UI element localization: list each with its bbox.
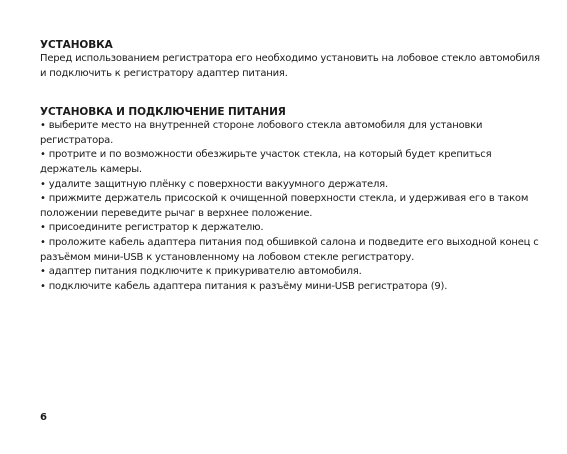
bullet-marker: • <box>40 178 46 190</box>
list-item-text: протрите и по возможности обезжирьте участок стекла, на который будет крепиться держатель камеры. <box>40 149 492 175</box>
list-item-text: проложите кабель адаптера питания под обшивкой салона и подведите его выходной конец с разъёмом мини-USB к установленному на лобовом стекле регистратору. <box>40 236 539 263</box>
list-item-text: присоедините регистратор к держателю. <box>48 222 264 234</box>
list-item <box>40 265 540 280</box>
list-item <box>40 236 540 265</box>
page-number: 6 <box>40 412 47 423</box>
list-item <box>40 119 540 148</box>
section-heading-installation: УСТАНОВКА <box>40 39 113 51</box>
list-item-text: прижмите держатель присоской к очищенной поверхности стекла, и удерживая его в таком положении переведите рычаг в верхнее положение. <box>40 193 529 219</box>
installation-steps-list <box>40 119 540 294</box>
manual-page <box>40 38 540 294</box>
bullet-marker: • <box>40 236 46 248</box>
list-item <box>40 221 540 236</box>
list-item <box>40 192 540 221</box>
list-item-text: адаптер питания подключите к прикуривателю автомобиля. <box>48 266 362 278</box>
bullet-marker: • <box>40 222 46 234</box>
bullet-marker: • <box>40 193 46 205</box>
bullet-marker: • <box>40 280 46 292</box>
bullet-marker: • <box>40 149 46 161</box>
bullet-marker: • <box>40 120 46 132</box>
list-item-text: удалите защитную плёнку с поверхности вакуумного держателя. <box>48 178 388 190</box>
list-item <box>40 280 540 295</box>
list-item-text: подключите кабель адаптера питания к разъёму мини-USB регистратора (9). <box>48 280 448 292</box>
installation-intro-paragraph: Перед использованием регистратора его необходимо установить на лобовое стекло автомобиля и подключить к регистратору адаптер питания. <box>40 53 540 79</box>
section-heading-installation-power: УСТАНОВКА И ПОДКЛЮЧЕНИЕ ПИТАНИЯ <box>40 106 286 119</box>
list-item <box>40 148 540 177</box>
list-item-text: выберите место на внутренней стороне лобового стекла автомобиля для установки регистратора. <box>40 120 483 146</box>
bullet-marker: • <box>40 266 46 278</box>
list-item <box>40 178 540 193</box>
section-spacer <box>40 81 540 105</box>
